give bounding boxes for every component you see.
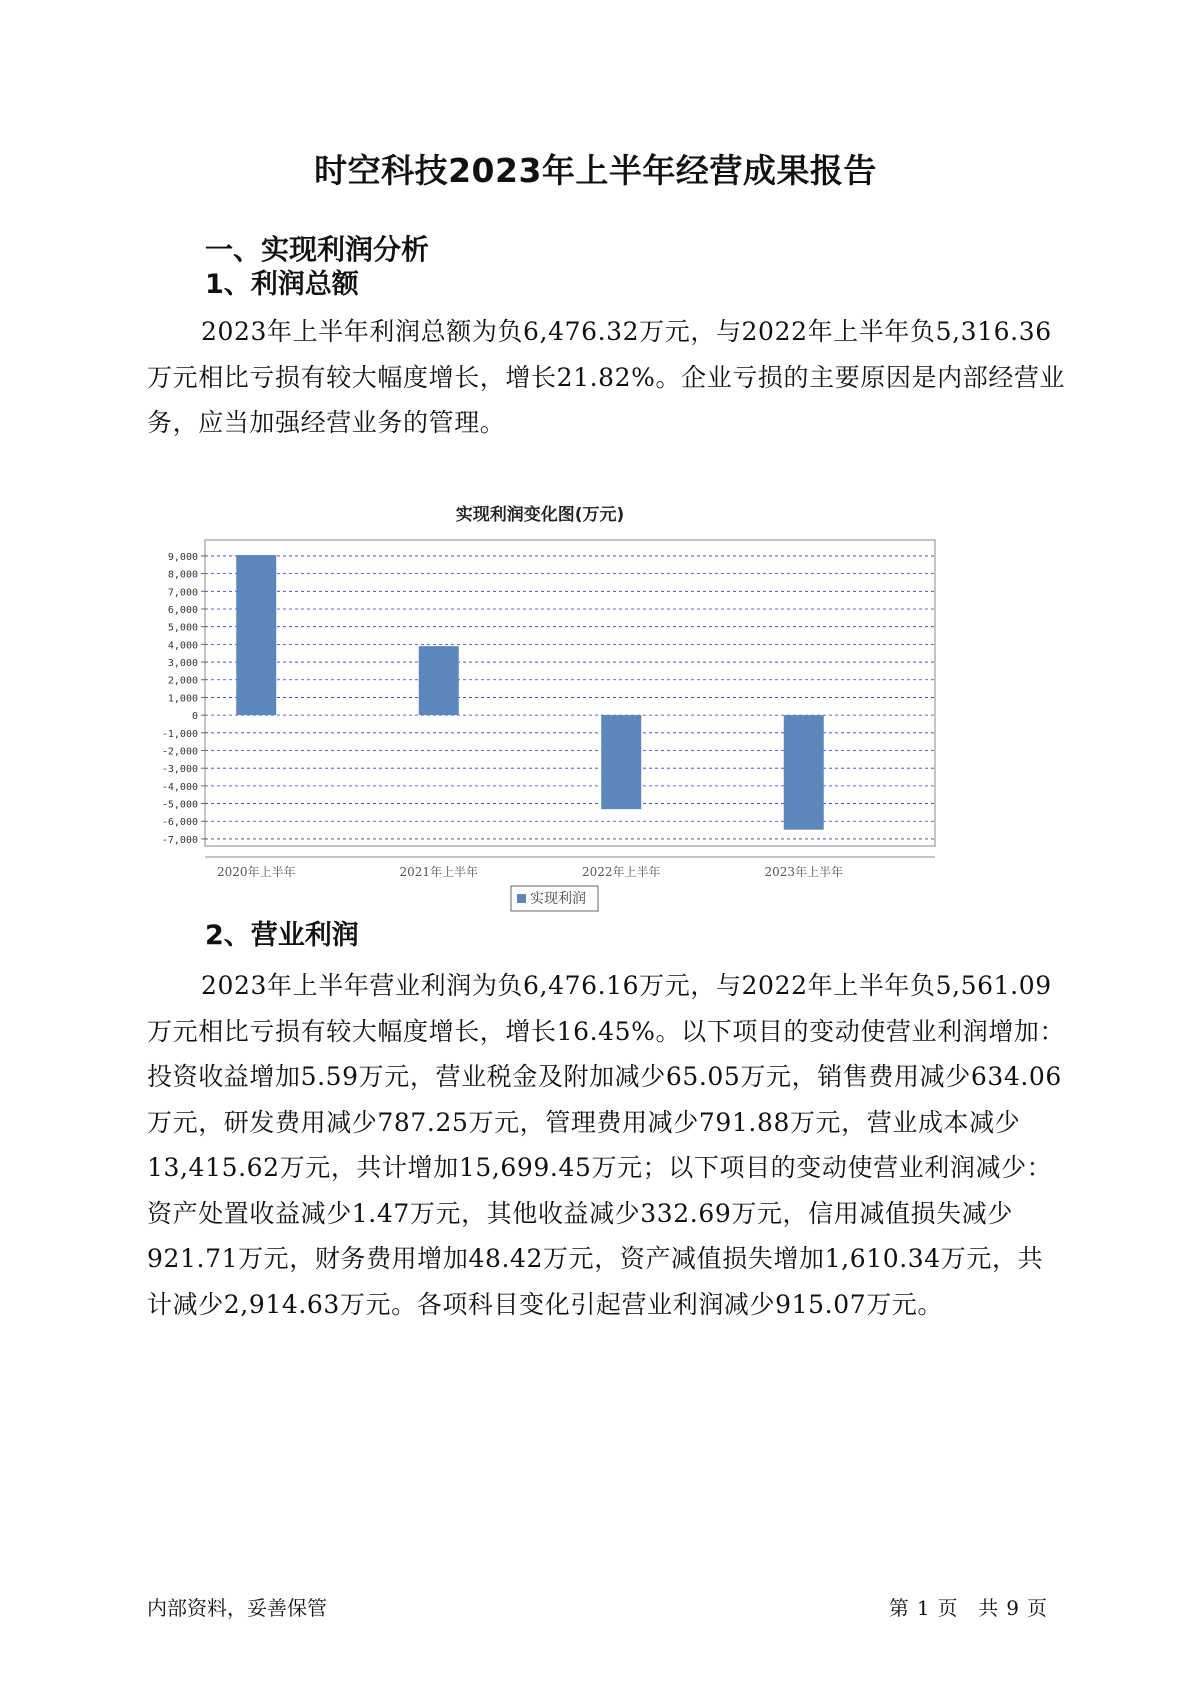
bar-1: [236, 555, 276, 715]
y-tick-label: 7,000: [167, 587, 198, 599]
legend-swatch: [517, 894, 526, 903]
section-heading-profit-analysis: 一、实现利润分析: [205, 233, 430, 266]
x-tick-label: 2022年上半年: [581, 865, 661, 879]
x-axis-ticks: [217, 864, 843, 879]
y-tick-label: -5,000: [161, 799, 198, 811]
bar-4: [784, 715, 824, 830]
y-tick-label: 9,000: [167, 551, 198, 563]
footer-confidential-note: 内部资料，妥善保管: [147, 1596, 327, 1620]
legend: [511, 886, 598, 911]
y-tick-label: 0: [191, 711, 198, 723]
x-tick-label: 2023年上半年: [764, 865, 844, 879]
legend-label: 实现利润: [530, 891, 586, 907]
plot-area: [205, 540, 935, 846]
document-title: 时空科技2023年上半年经营成果报告: [314, 151, 877, 190]
paragraph-operating-profit: 2023年上半年营业利润为负6,476.16万元，与2022年上半年负5,561.09万元相比亏损有较大幅度增长，增长16.45%。以下项目的变动使营业利润增加：投资收益增加5.59万元，营业税金及附加减少65.05万元，销售费用减少634.06万元，研发费用减少787.25万元，管理费用减少791.88万元，营业成本减少13,415.62万元，共计增加15,699.45万元；以下项目的变动使营业利润减少：资产处置收益减少1.47万元，其他收益减少332.69万元，信用减值损失减少921.71万元，财务费用增加48.42万元，资产减值损失增加1,610.34万元，共计减少2,914.63万元。各项科目变化引起营业利润减少915.07万元。: [147, 971, 1066, 1319]
y-axis-ticks: [162, 552, 205, 846]
y-tick-label: 1,000: [167, 693, 198, 705]
page-number: 1: [916, 1596, 930, 1620]
x-tick-label: 2020年上半年: [216, 865, 296, 879]
y-tick-label: 6,000: [167, 604, 198, 616]
y-tick-label: 4,000: [167, 640, 198, 652]
y-tick-label: -3,000: [161, 764, 198, 776]
y-tick-label: 3,000: [167, 658, 198, 670]
y-tick-label: -4,000: [161, 781, 198, 793]
y-tick-label: -6,000: [161, 817, 198, 829]
bar-2: [419, 646, 459, 715]
profit-change-chart: [160, 490, 1040, 950]
x-tick-label: 2021年上半年: [399, 865, 479, 879]
page-prefix: 第: [888, 1596, 909, 1620]
page-unit: 页: [937, 1596, 958, 1620]
subsection-heading-total-profit: 1、利润总额: [205, 269, 359, 300]
bar-3: [601, 715, 641, 809]
chart-title: 实现利润变化图(万元): [455, 505, 625, 525]
y-tick-label: -1,000: [161, 728, 198, 740]
y-tick-label: 2,000: [167, 675, 198, 687]
y-tick-label: 5,000: [167, 622, 198, 634]
total-unit: 页: [1027, 1596, 1047, 1620]
total-prefix: 共: [978, 1596, 999, 1620]
total-pages: 9: [1006, 1596, 1019, 1620]
y-tick-label: -2,000: [161, 746, 198, 758]
footer-page-info: [885, 1592, 1051, 1621]
y-tick-label: 8,000: [167, 569, 198, 581]
y-tick-label: -7,000: [161, 834, 198, 846]
subsection-heading-operating-profit: 2、营业利润: [205, 920, 359, 951]
paragraph-total-profit: 2023年上半年利润总额为负6,476.32万元，与2022年上半年负5,316.36万元相比亏损有较大幅度增长，增长21.82%。企业亏损的主要原因是内部经营业务，应当加强经营业务的管理。: [147, 317, 1066, 437]
